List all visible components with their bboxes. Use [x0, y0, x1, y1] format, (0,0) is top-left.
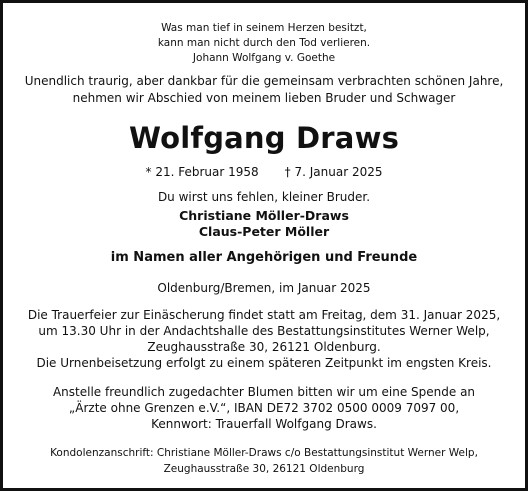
mourner-name: Claus-Peter Möller [198, 224, 330, 239]
ceremony-line: Die Urnenbeisetzung erfolgt zu einem späteren Zeitpunkt im engsten Kreis. [36, 356, 492, 370]
condolence-line: Zeughausstraße 30, 26121 Oldenburg [163, 463, 365, 475]
quote-line-2: kann man nicht durch den Tod verlieren. [157, 37, 371, 49]
donation-line: Kennwort: Trauerfall Wolfgang Draws. [151, 417, 377, 431]
place-date: Oldenburg/Bremen, im Januar 2025 [157, 281, 371, 295]
intro-line-2: nehmen wir Abschied von meinem lieben Bruder und Schwager [72, 91, 456, 105]
mourner-name: Christiane Möller-Draws [179, 208, 349, 223]
ceremony-line: Zeughausstraße 30, 26121 Oldenburg. [147, 340, 381, 354]
farewell-line: Du wirst uns fehlen, kleiner Bruder. [157, 190, 371, 204]
condolence-line: Kondolenzanschrift: Christiane Möller-Draws c/o Bestattungsinstitut Werner Welp, [50, 447, 478, 459]
deceased-name: Wolfgang Draws [128, 121, 400, 155]
death-date: † 7. Januar 2025 [284, 165, 383, 179]
quote-line-1: Was man tief in seinem Herzen besitzt, [161, 22, 367, 34]
life-dates [3, 165, 525, 179]
birth-date: * 21. Februar 1958 [145, 165, 259, 179]
donation-line: „Ärzte ohne Grenzen e.V.“, IBAN DE72 3702 0500 0009 7097 00, [68, 401, 460, 415]
on-behalf-line: im Namen aller Angehörigen und Freunde [110, 250, 418, 265]
intro-line-1: Unendlich traurig, aber dankbar für die gemeinsam verbrachten schönen Jahre, [24, 74, 504, 88]
donation-line: Anstelle freundlich zugedachter Blumen bitten wir um eine Spende an [52, 385, 476, 399]
ceremony-line: um 13.30 Uhr in der Andachtshalle des Bestattungsinstitutes Werner Welp, [38, 324, 490, 338]
quote-author: Johann Wolfgang v. Goethe [192, 52, 336, 64]
ceremony-line: Die Trauerfeier zur Einäscherung findet statt am Freitag, dem 31. Januar 2025, [27, 308, 501, 322]
